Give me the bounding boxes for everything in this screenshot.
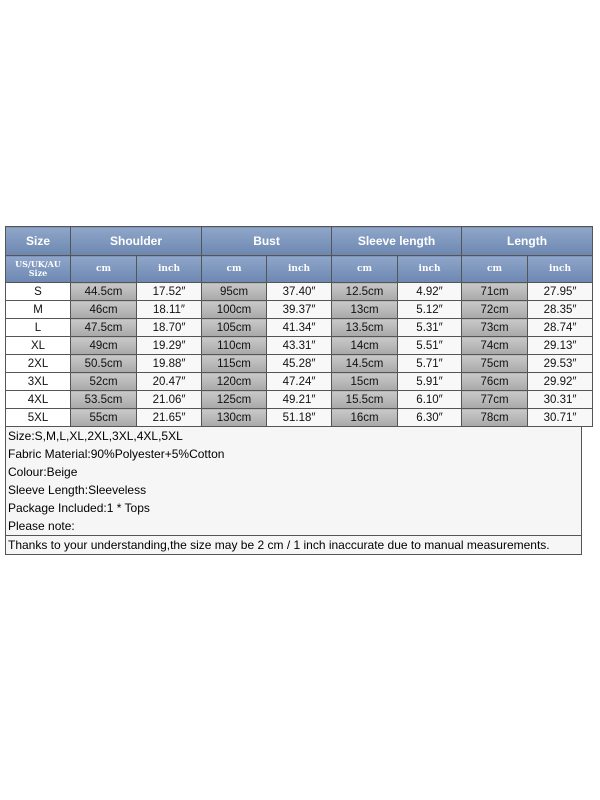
inch-cell: 28.74″: [528, 319, 593, 337]
inch-cell: 20.47″: [137, 373, 202, 391]
group-header-row: [6, 227, 593, 256]
size-region-label: [6, 256, 71, 283]
inch-cell: 5.91″: [398, 373, 462, 391]
inch-cell: 49.21″: [267, 391, 332, 409]
unit-cm: cm: [462, 256, 528, 283]
size-region-line2: Size: [28, 268, 48, 278]
size-table: [5, 226, 593, 427]
inch-cell: 5.71″: [398, 355, 462, 373]
size-table-body: [6, 283, 593, 427]
cm-cell: 13.5cm: [332, 319, 398, 337]
cm-cell: 73cm: [462, 319, 528, 337]
inch-cell: 45.28″: [267, 355, 332, 373]
cm-cell: 13cm: [332, 301, 398, 319]
table-row: [6, 355, 593, 373]
inch-cell: 37.40″: [267, 283, 332, 301]
size-chart: [5, 226, 582, 555]
inch-cell: 5.51″: [398, 337, 462, 355]
size-cell: S: [6, 283, 71, 301]
table-row: [6, 283, 593, 301]
cm-cell: 75cm: [462, 355, 528, 373]
unit-inch: inch: [398, 256, 462, 283]
size-cell: M: [6, 301, 71, 319]
cm-cell: 55cm: [71, 409, 137, 427]
size-cell: XL: [6, 337, 71, 355]
inch-cell: 30.71″: [528, 409, 593, 427]
inch-cell: 30.31″: [528, 391, 593, 409]
inch-cell: 39.37″: [267, 301, 332, 319]
table-row: [6, 337, 593, 355]
header-bust: Bust: [202, 227, 332, 256]
inch-cell: 19.88″: [137, 355, 202, 373]
inch-cell: 17.52″: [137, 283, 202, 301]
inch-cell: 21.65″: [137, 409, 202, 427]
cm-cell: 14cm: [332, 337, 398, 355]
cm-cell: 15cm: [332, 373, 398, 391]
inch-cell: 18.70″: [137, 319, 202, 337]
note-sleeve-length: Sleeve Length:Sleeveless: [8, 483, 147, 497]
inch-cell: 19.29″: [137, 337, 202, 355]
cm-cell: 50.5cm: [71, 355, 137, 373]
size-cell: 2XL: [6, 355, 71, 373]
cm-cell: 14.5cm: [332, 355, 398, 373]
inch-cell: 5.31″: [398, 319, 462, 337]
note-fabric: Fabric Material:90%Polyester+5%Cotton: [8, 447, 225, 461]
inch-cell: 29.92″: [528, 373, 593, 391]
size-cell: 5XL: [6, 409, 71, 427]
cm-cell: 49cm: [71, 337, 137, 355]
inch-cell: 41.34″: [267, 319, 332, 337]
inch-cell: 43.31″: [267, 337, 332, 355]
cm-cell: 72cm: [462, 301, 528, 319]
table-row: [6, 319, 593, 337]
cm-cell: 47.5cm: [71, 319, 137, 337]
unit-cm: cm: [332, 256, 398, 283]
inch-cell: 27.95″: [528, 283, 593, 301]
cm-cell: 77cm: [462, 391, 528, 409]
table-row: [6, 391, 593, 409]
inch-cell: 21.06″: [137, 391, 202, 409]
cm-cell: 16cm: [332, 409, 398, 427]
unit-header-row: [6, 256, 593, 283]
cm-cell: 130cm: [202, 409, 267, 427]
note-disclaimer: Thanks to your understanding,the size may be 2 cm / 1 inch inaccurate due to manual measurements.: [6, 535, 581, 554]
size-cell: 4XL: [6, 391, 71, 409]
cm-cell: 78cm: [462, 409, 528, 427]
header-size: Size: [6, 227, 71, 256]
cm-cell: 44.5cm: [71, 283, 137, 301]
inch-cell: 6.30″: [398, 409, 462, 427]
cm-cell: 110cm: [202, 337, 267, 355]
unit-inch: inch: [267, 256, 332, 283]
note-please-note: Please note:: [8, 519, 75, 533]
cm-cell: 76cm: [462, 373, 528, 391]
header-length: Length: [462, 227, 593, 256]
table-row: [6, 373, 593, 391]
unit-inch: inch: [528, 256, 593, 283]
product-notes: [5, 427, 582, 555]
cm-cell: 100cm: [202, 301, 267, 319]
table-row: [6, 409, 593, 427]
cm-cell: 95cm: [202, 283, 267, 301]
inch-cell: 6.10″: [398, 391, 462, 409]
cm-cell: 120cm: [202, 373, 267, 391]
header-shoulder: Shoulder: [71, 227, 202, 256]
cm-cell: 71cm: [462, 283, 528, 301]
inch-cell: 29.53″: [528, 355, 593, 373]
cm-cell: 115cm: [202, 355, 267, 373]
cm-cell: 105cm: [202, 319, 267, 337]
inch-cell: 29.13″: [528, 337, 593, 355]
size-region-line1: US/UK/AU: [15, 259, 61, 269]
note-colour: Colour:Beige: [8, 465, 78, 479]
table-row: [6, 301, 593, 319]
inch-cell: 51.18″: [267, 409, 332, 427]
inch-cell: 4.92″: [398, 283, 462, 301]
inch-cell: 47.24″: [267, 373, 332, 391]
unit-cm: cm: [202, 256, 267, 283]
header-sleeve-length: Sleeve length: [332, 227, 462, 256]
cm-cell: 74cm: [462, 337, 528, 355]
cm-cell: 52cm: [71, 373, 137, 391]
cm-cell: 15.5cm: [332, 391, 398, 409]
cm-cell: 46cm: [71, 301, 137, 319]
cm-cell: 12.5cm: [332, 283, 398, 301]
inch-cell: 18.11″: [137, 301, 202, 319]
cm-cell: 53.5cm: [71, 391, 137, 409]
note-package: Package Included:1 * Tops: [8, 501, 150, 515]
unit-cm: cm: [71, 256, 137, 283]
unit-inch: inch: [137, 256, 202, 283]
cm-cell: 125cm: [202, 391, 267, 409]
size-cell: L: [6, 319, 71, 337]
size-cell: 3XL: [6, 373, 71, 391]
inch-cell: 28.35″: [528, 301, 593, 319]
note-sizes: Size:S,M,L,XL,2XL,3XL,4XL,5XL: [8, 429, 183, 443]
inch-cell: 5.12″: [398, 301, 462, 319]
